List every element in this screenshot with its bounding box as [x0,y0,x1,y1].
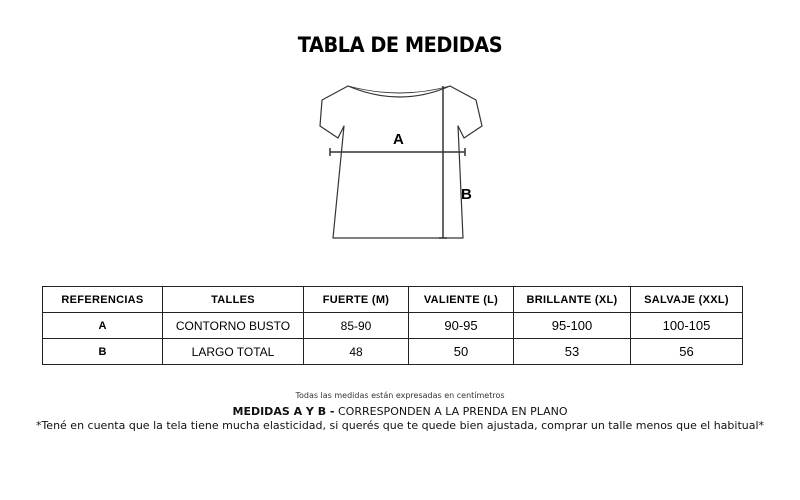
tshirt-diagram [300,78,500,248]
page-title: TABLA DE MEDIDAS [297,33,503,57]
row-value: 85-90 [304,313,409,339]
note-measures-rest: CORRESPONDEN A LA PRENDA EN PLANO [334,405,568,418]
table-row [43,313,743,339]
measure-b-label: B [461,186,472,203]
row-value: 56 [631,339,743,365]
header-talles: TALLES [163,287,304,313]
row-value: 100-105 [631,313,743,339]
measure-a-label: A [393,131,404,148]
row-value: 53 [514,339,631,365]
size-table [42,286,743,365]
notes [0,391,800,432]
row-ref: B [43,339,163,365]
table-header-row [43,287,743,313]
row-ref: A [43,313,163,339]
row-talle: LARGO TOTAL [163,339,304,365]
table-row [43,339,743,365]
header-valiente: VALIENTE (L) [409,287,514,313]
note-elasticity: *Tené en cuenta que la tela tiene mucha elasticidad, si querés que te quede bien ajustada, comprar un talle menos que el habitual* [35,419,765,432]
header-salvaje: SALVAJE (XXL) [631,287,743,313]
tshirt-outline [320,86,482,238]
header-fuerte: FUERTE (M) [304,287,409,313]
note-units: Todas las medidas están expresadas en centímetros [295,391,505,400]
header-referencias: REFERENCIAS [43,287,163,313]
row-value: 90-95 [409,313,514,339]
note-measures-bold: MEDIDAS A Y B - [232,405,335,418]
note-measures [0,405,800,418]
row-value: 48 [304,339,409,365]
row-value: 50 [409,339,514,365]
header-brillante: BRILLANTE (XL) [514,287,631,313]
row-talle: CONTORNO BUSTO [163,313,304,339]
row-value: 95-100 [514,313,631,339]
